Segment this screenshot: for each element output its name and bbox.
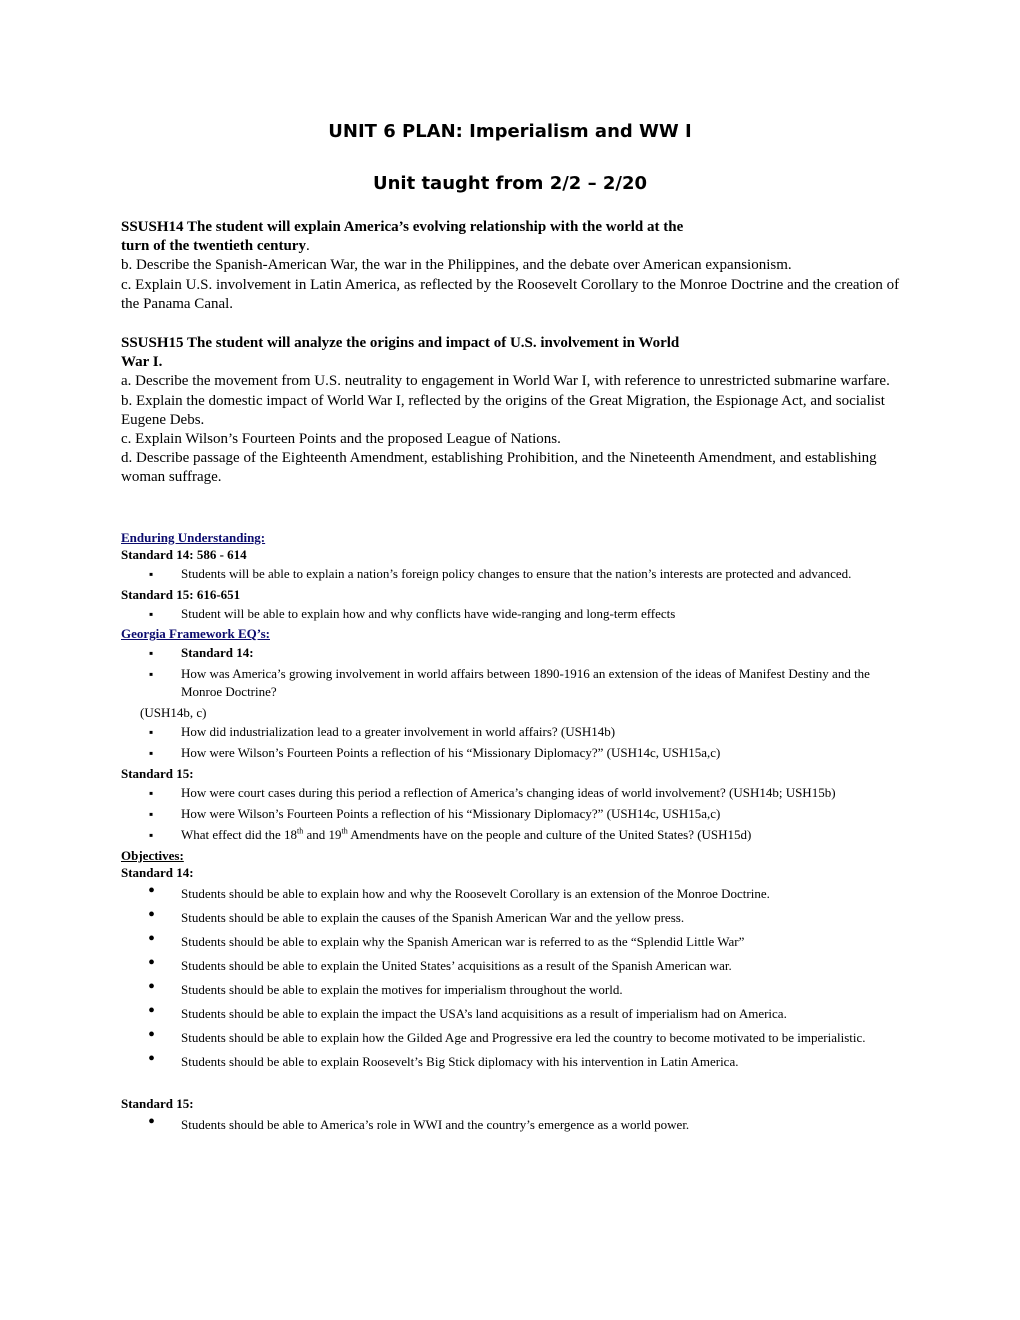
list-item: ▪ What effect did the 18th and 19th Amendments have on the people and culture of the United States? (USH15d): [121, 826, 901, 844]
list-item: • Students should be able to explain why the Spanish American war is referred to as the “Splendid Little War”: [121, 933, 901, 951]
page-subtitle: Unit taught from 2/2 – 2/20: [372, 173, 647, 194]
framework-std15-label: Standard 15:: [121, 766, 194, 781]
objectives-std14-label: Standard 14:: [121, 865, 194, 880]
spacer: [121, 1077, 901, 1095]
list-item: • Students should be able to explain the United States’ acquisitions as a result of the Spanish American war.: [121, 957, 901, 975]
list-item: ▪ How was America’s growing involvement in world affairs between 1890-1916 an extension of the ideas of Manifest Destiny and the Monroe Doctrine?: [121, 665, 901, 701]
enduring-std15-label: Standard 15: 616-651: [121, 587, 241, 602]
standard-14-element-c: c. Explain U.S. involvement in Latin America, as reflected by the Roosevelt Corollary to the Monroe Doctrine and the creation of the Panama Canal.: [121, 276, 900, 312]
standard-15-block: [121, 334, 901, 488]
list-item: • Students should be able to explain Roosevelt’s Big Stick diplomacy with his intervention in Latin America.: [121, 1053, 901, 1071]
framework-std14-label: ▪ Standard 14:: [121, 644, 901, 662]
objectives-std15-list: [121, 1116, 901, 1134]
enduring-std14-label: Standard 14: 586 - 614: [121, 547, 247, 562]
standard-15-heading: SSUSH15 The student will analyze the origins and impact of U.S. involvement in World War I.: [121, 335, 680, 371]
list-item: • Students should be able to explain the impact the USA’s land acquisitions as a result of imperialism had on America.: [121, 1005, 901, 1023]
list-item: • Students should be able to America’s role in WWI and the country’s emergence as a world power.: [121, 1116, 901, 1134]
framework-q1-reference: (USH14b, c): [140, 705, 207, 720]
standard-14-heading: SSUSH14 The student will explain America’s evolving relationship with the world at the turn of the twentieth century.: [121, 219, 684, 255]
enduring-std15-list: [121, 605, 901, 623]
list-item: • Students should be able to explain how the Gilded Age and Progressive era led the country to become motivated to be imperialistic.: [121, 1029, 901, 1047]
enduring-std14-list: [121, 565, 901, 583]
enduring-understanding-heading: Enduring Understanding:: [121, 530, 266, 545]
list-item: ▪ How did industrialization lead to a greater involvement in world affairs? (USH14b): [121, 723, 901, 741]
standard-15-element-d: d. Describe passage of the Eighteenth Amendment, establishing Prohibition, and the Nineteenth Amendment, and establishing woman suffrage.: [121, 450, 877, 486]
list-item: • Students should be able to explain the motives for imperialism throughout the world.: [121, 981, 901, 999]
framework-std14-list-cont: [121, 723, 901, 762]
objectives-std15-label: Standard 15:: [121, 1096, 194, 1111]
standard-14-element-b: b. Describe the Spanish-American War, the war in the Philippines, and the debate over American expansionism.: [121, 257, 792, 274]
list-item: ▪ Student will be able to explain how and why conflicts have wide-ranging and long-term effects: [121, 605, 901, 623]
framework-eq-heading: Georgia Framework EQ’s:: [121, 626, 270, 641]
page-title: UNIT 6 PLAN: Imperialism and WW I: [328, 121, 692, 142]
list-item: ▪ How were Wilson’s Fourteen Points a reflection of his “Missionary Diplomacy?” (USH14c, USH15a,c): [121, 805, 901, 823]
standard-15-element-b: b. Explain the domestic impact of World War I, reflected by the origins of the Great Migration, the Espionage Act, and socialist Eugene Debs.: [121, 392, 885, 428]
standard-15-element-c: c. Explain Wilson’s Fourteen Points and the proposed League of Nations.: [121, 431, 561, 448]
list-item: • Students should be able to explain how and why the Roosevelt Corollary is an extension of the Monroe Doctrine.: [121, 885, 901, 903]
objectives-std14-list: [121, 885, 901, 1071]
list-item: • Students should be able to explain the causes of the Spanish American War and the yellow press.: [121, 909, 901, 927]
list-item: ▪ How were Wilson’s Fourteen Points a reflection of his “Missionary Diplomacy?” (USH14c, USH15a,c): [121, 744, 901, 762]
list-item: ▪ How were court cases during this period a reflection of America’s changing ideas of world involvement? (USH14b; USH15b): [121, 784, 901, 802]
objectives-heading: Objectives:: [121, 848, 184, 863]
list-item: ▪ Students will be able to explain a nation’s foreign policy changes to ensure that the nation’s interests are protected and advanced.: [121, 565, 901, 583]
standard-15-element-a: a. Describe the movement from U.S. neutrality to engagement in World War I, with reference to unrestricted submarine warfare.: [121, 373, 890, 390]
unit-details: [121, 530, 901, 1140]
standard-14-block: [121, 218, 901, 314]
framework-std14-list: [121, 644, 901, 701]
framework-std15-list: [121, 784, 901, 844]
